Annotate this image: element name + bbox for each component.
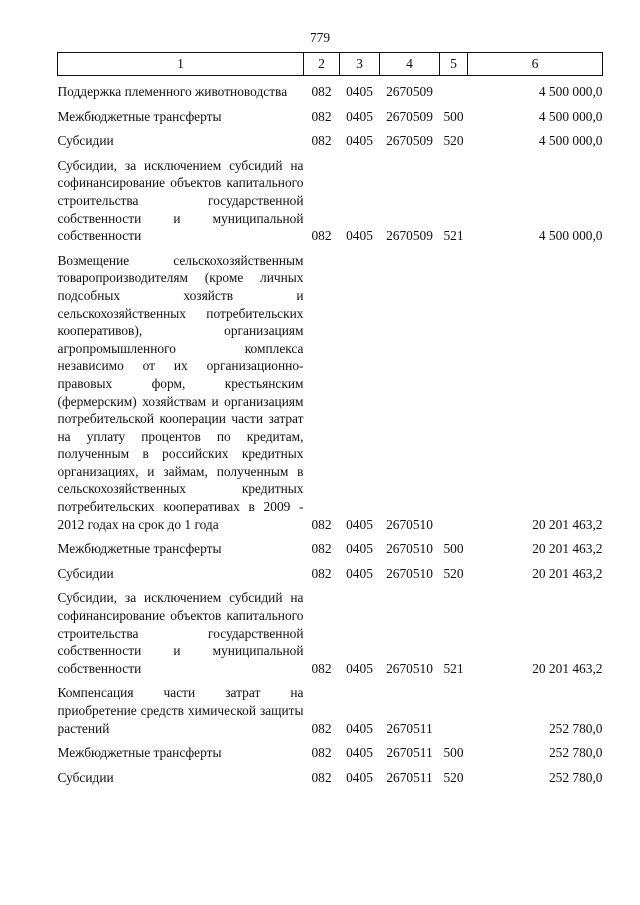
row-sum: 252 780,0 bbox=[548, 720, 603, 736]
row-gr: 082 bbox=[311, 84, 332, 99]
header-col-5: 5 bbox=[440, 53, 468, 76]
table-row bbox=[58, 769, 603, 787]
row-csr: 2670509 bbox=[386, 228, 433, 244]
row-csr: 2670511 bbox=[386, 720, 433, 736]
row-section: 0405 bbox=[346, 84, 373, 99]
row-section: 0405 bbox=[346, 745, 373, 761]
table-row bbox=[58, 132, 603, 150]
row-vr bbox=[440, 83, 468, 101]
table-row bbox=[58, 157, 603, 245]
header-col-6: 6 bbox=[468, 53, 603, 76]
row-name: Межбюджетные трансферты bbox=[57, 541, 222, 557]
table-row bbox=[58, 83, 603, 101]
row-csr: 2670511 bbox=[386, 745, 433, 761]
header-col-2: 2 bbox=[304, 53, 340, 76]
row-section: 0405 bbox=[346, 565, 373, 581]
budget-table bbox=[57, 52, 603, 786]
row-sum: 252 780,0 bbox=[548, 769, 603, 785]
row-vr bbox=[440, 252, 468, 534]
row-gr: 082 bbox=[311, 516, 332, 532]
row-section: 0405 bbox=[346, 133, 373, 149]
row-name: Поддержка племенного животноводства bbox=[57, 84, 288, 99]
table-row bbox=[58, 565, 603, 583]
row-sum: 20 201 463,2 bbox=[532, 660, 603, 676]
row-sum: 20 201 463,2 bbox=[532, 565, 603, 581]
row-vr: 500 bbox=[443, 745, 464, 761]
header-row bbox=[58, 53, 603, 76]
row-section: 0405 bbox=[346, 516, 373, 532]
row-name: Субсидии, за исключением субсидий на софинансирование объектов капитального строительства государственной собственности и муниципальной собственности bbox=[57, 590, 304, 676]
row-name: Субсидии bbox=[57, 133, 114, 149]
table-row bbox=[58, 252, 603, 534]
row-section: 0405 bbox=[346, 660, 373, 676]
table-row bbox=[58, 589, 603, 677]
row-section: 0405 bbox=[346, 541, 373, 557]
row-gr: 082 bbox=[311, 720, 332, 736]
page-number: 779 bbox=[309, 30, 331, 45]
row-name: Межбюджетные трансферты bbox=[57, 108, 222, 124]
row-sum: 4 500 000,0 bbox=[538, 108, 603, 124]
table-row bbox=[58, 540, 603, 558]
row-csr: 2670510 bbox=[386, 660, 433, 676]
row-name: Субсидии bbox=[57, 565, 114, 581]
row-vr: 500 bbox=[443, 541, 464, 557]
row-section: 0405 bbox=[346, 108, 373, 124]
header-col-3: 3 bbox=[340, 53, 380, 76]
row-csr: 2670509 bbox=[386, 133, 433, 149]
row-vr: 500 bbox=[443, 108, 464, 124]
row-csr: 2670509 bbox=[386, 84, 433, 99]
row-csr: 2670511 bbox=[386, 769, 433, 785]
table-row bbox=[58, 684, 603, 737]
row-sum: 4 500 000,0 bbox=[538, 228, 603, 244]
row-name: Возмещение сельскохозяйственным товаропроизводителям (кроме личных подсобных хозяйств и сельскохозяйственных потребительских кооперативов), организациям агропромышленного комплекса независимо от их организационно-правовых форм, крестьянским (фермерским) хозяйствам и организациям потребительской кооперации части затрат на уплату процентов по кредитам, полученным в российских кредитных организациях, и займам, полученным в сельскохозяйственных кредитных потребительских кооперативах в 2009 - 2012 годах на срок до 1 года bbox=[57, 252, 304, 532]
row-name: Компенсация части затрат на приобретение средств химической защиты растений bbox=[57, 685, 304, 736]
row-csr: 2670509 bbox=[386, 108, 433, 124]
row-vr bbox=[440, 684, 468, 737]
row-gr: 082 bbox=[311, 565, 332, 581]
row-vr: 520 bbox=[443, 769, 464, 785]
row-gr: 082 bbox=[311, 541, 332, 557]
row-gr: 082 bbox=[311, 133, 332, 149]
row-csr: 2670510 bbox=[386, 516, 433, 532]
row-name: Субсидии, за исключением субсидий на софинансирование объектов капитального строительства государственной собственности и муниципальной собственности bbox=[57, 157, 304, 244]
row-gr: 082 bbox=[311, 228, 332, 244]
row-gr: 082 bbox=[311, 108, 332, 124]
row-vr: 521 bbox=[443, 660, 464, 676]
row-vr: 520 bbox=[443, 133, 464, 149]
row-section: 0405 bbox=[346, 720, 373, 736]
header-col-4: 4 bbox=[380, 53, 440, 76]
row-gr: 082 bbox=[311, 660, 332, 676]
row-name: Межбюджетные трансферты bbox=[57, 745, 222, 761]
row-name: Субсидии bbox=[57, 769, 114, 785]
row-section: 0405 bbox=[346, 769, 373, 785]
row-vr: 520 bbox=[443, 565, 464, 581]
header-col-1: 1 bbox=[58, 53, 304, 76]
table-row bbox=[58, 108, 603, 126]
row-vr: 521 bbox=[443, 228, 464, 244]
row-sum: 4 500 000,0 bbox=[538, 133, 603, 149]
row-sum: 252 780,0 bbox=[548, 745, 603, 761]
row-sum: 20 201 463,2 bbox=[532, 516, 603, 532]
row-sum: 20 201 463,2 bbox=[532, 541, 603, 557]
table-row bbox=[58, 744, 603, 762]
row-sum: 4 500 000,0 bbox=[538, 84, 603, 99]
row-csr: 2670510 bbox=[386, 565, 433, 581]
row-section: 0405 bbox=[346, 228, 373, 244]
row-gr: 082 bbox=[311, 769, 332, 785]
row-csr: 2670510 bbox=[386, 541, 433, 557]
row-gr: 082 bbox=[311, 745, 332, 761]
